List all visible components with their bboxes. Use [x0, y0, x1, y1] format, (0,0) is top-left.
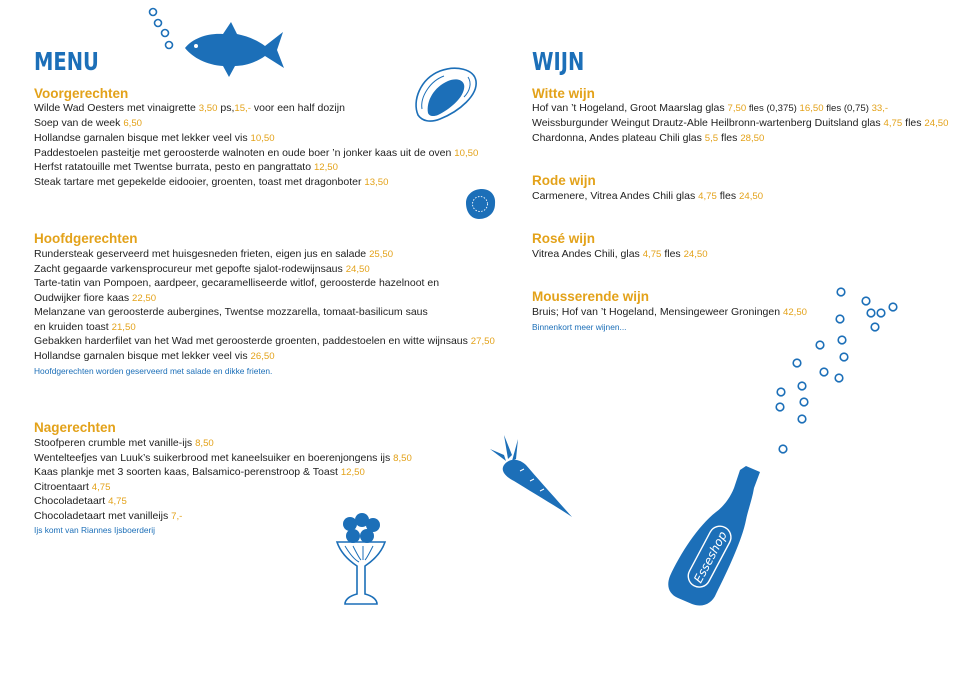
- menu-item: Chocoladetaart 4,75: [34, 495, 127, 507]
- wine-item: Chardonna, Andes plateau Chili glas 5,5 fles 28,50: [532, 132, 765, 144]
- section-title-rode-wijn: Rode wijn: [532, 173, 596, 188]
- wine-item: Carmenere, Vitrea Andes Chili glas 4,75 fles 24,50: [532, 190, 764, 202]
- wine-title: WIJN: [532, 47, 585, 76]
- menu-title: MENU: [34, 47, 99, 76]
- section-title-hoofdgerechten: Hoofdgerechten: [34, 231, 138, 246]
- carrot-icon: [484, 433, 576, 521]
- section-note: Ijs komt van Riannes Ijsboerderij: [34, 525, 156, 535]
- menu-item: Zacht gegaarde varkensprocureur met gepofte sjalot-rodewijnsaus 24,50: [34, 263, 370, 275]
- section-title-voorgerechten: Voorgerechten: [34, 86, 129, 101]
- oyster-icon: [410, 63, 480, 125]
- section-title-rose-wijn: Rosé wijn: [532, 231, 596, 246]
- bottle-label: Esseshop: [691, 528, 730, 586]
- section-title-witte-wijn: Witte wijn: [532, 86, 595, 101]
- menu-item: Steak tartare met gepekelde eidooier, groenten, toast met dragonboter 13,50: [34, 176, 389, 188]
- menu-item: Hollandse garnalen bisque met lekker veel vis 10,50: [34, 132, 275, 144]
- menu-item: Citroentaart 4,75: [34, 481, 111, 493]
- menu-item: Hollandse garnalen bisque met lekker veel vis 26,50: [34, 350, 275, 362]
- wine-item: Hof van ’t Hogeland, Groot Maarslag glas 7,50 fles (0,375) 16,50 fles (0,75) 33,-: [532, 102, 889, 114]
- section-note: Binnenkort meer wijnen...: [532, 322, 627, 332]
- menu-item: Paddestoelen pasteitje met geroosterde walnoten en oude boer ’n jonker kaas uit de oven 10,50: [34, 147, 479, 159]
- menu-item: Stoofperen crumble met vanille-ijs 8,50: [34, 437, 214, 449]
- section-title-mousserende-wijn: Mousserende wijn: [532, 289, 650, 304]
- menu-item: Tarte-tatin van Pompoen, aardpeer, gecaramelliseerde witlof, geroosterde hazelnoot en: [34, 277, 440, 289]
- wine-item: Weissburgunder Weingut Drautz-Able Heilbronn-wartenberg Duitsland glas 4,75 fles 24,50: [532, 117, 949, 129]
- menu-item: Gebakken harderfilet van het Wad met geroosterde groenten, paddestoelen en witte wijnsaus 27,50: [34, 335, 495, 347]
- section-title-nagerechten: Nagerechten: [34, 420, 116, 435]
- menu-item: Soep van de week 6,50: [34, 117, 143, 129]
- menu-item: Melanzane van geroosterde aubergines, Twentse mozzarella, tomaat-basilicum saus: [34, 306, 428, 318]
- menu-item: Oudwijker fiore kaas 22,50: [34, 292, 157, 304]
- section-note: Hoofdgerechten worden geserveerd met salade en dikke frieten.: [34, 366, 273, 376]
- menu-item: Chocoladetaart met vanilleijs 7,-: [34, 510, 183, 522]
- wine-item: Vitrea Andes Chili, glas 4,75 fles 24,50: [532, 248, 708, 260]
- champagne-bubbles-icon: [760, 280, 910, 460]
- menu-item: Herfst ratatouille met Twentse burrata, pesto en pangrattato 12,50: [34, 161, 338, 173]
- champagne-bottle-icon: [664, 462, 768, 612]
- wine-item: Bruis; Hof van ’t Hogeland, Mensingeweer Groningen 42,50: [532, 306, 807, 318]
- menu-item: en kruiden toast 21,50: [34, 321, 136, 333]
- menu-item: Wilde Wad Oesters met vinaigrette 3,50 ps,15,- voor een half dozijn: [34, 102, 345, 114]
- plate-icon: [462, 187, 498, 221]
- menu-item: Rundersteak geserveerd met huisgesneden frieten, eigen jus en salade 25,50: [34, 248, 394, 260]
- menu-item: Kaas plankje met 3 soorten kaas, Balsamico-perenstroop & Toast 12,50: [34, 466, 365, 478]
- fish-icon: [183, 20, 286, 78]
- bubbles-icon: [144, 6, 178, 54]
- ice-cream-icon: [333, 512, 389, 608]
- menu-item: Wentelteefjes van Luuk’s suikerbrood met kaneelsuiker en boerenjongens ijs 8,50: [34, 452, 412, 464]
